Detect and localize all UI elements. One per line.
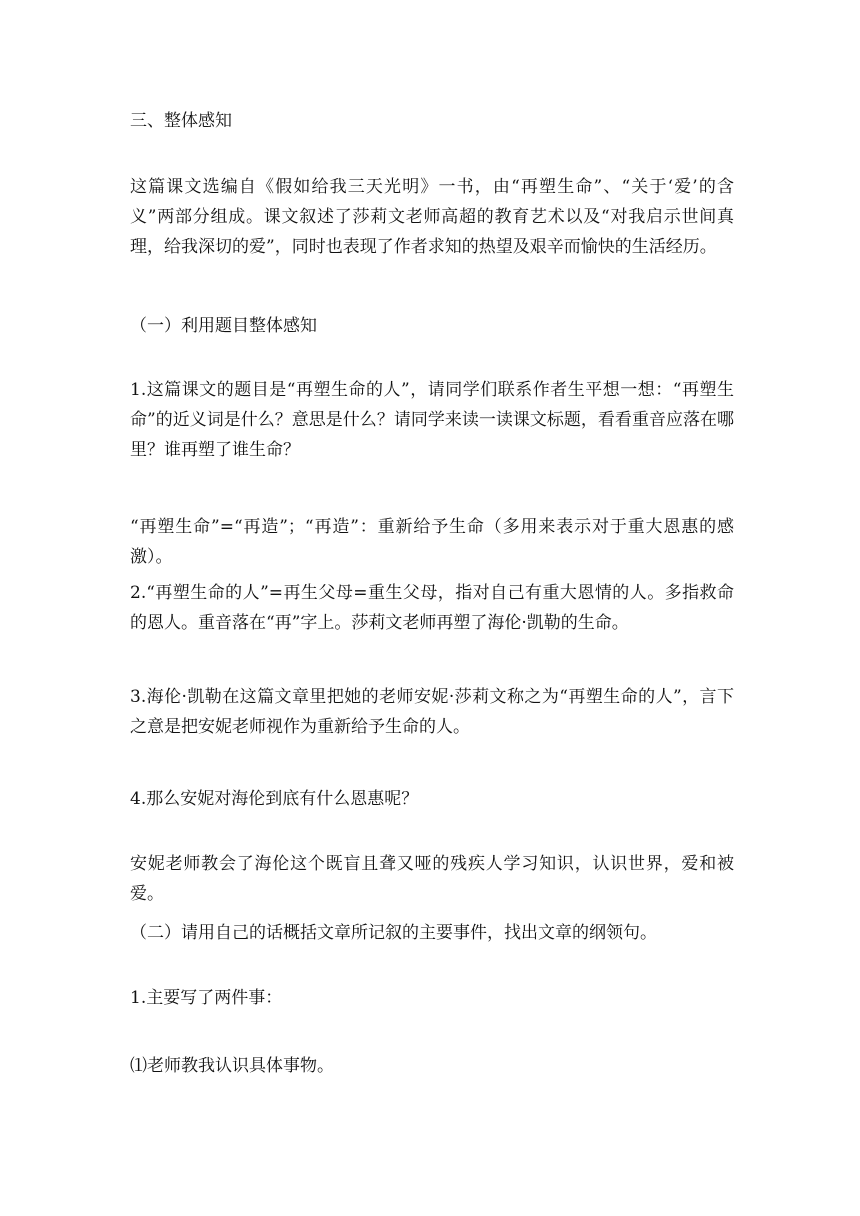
paragraph-event-1 <box>130 1051 734 1081</box>
subheading-main-events <box>130 918 734 948</box>
paragraph-text: （二）请用自己的话概括文章所记叙的主要事件，找出文章的纲领句。 <box>130 923 657 943</box>
section-heading <box>130 106 734 136</box>
section-heading-text: 三、整体感知 <box>130 111 232 131</box>
paragraph-answer <box>130 849 734 909</box>
paragraph-question-1 <box>130 375 734 465</box>
paragraph-point-4 <box>130 784 734 814</box>
paragraph-point-2 <box>130 578 734 638</box>
paragraph-point-3 <box>130 682 734 742</box>
subheading-title-perception <box>130 311 734 341</box>
paragraph-text: ⑴老师教我认识具体事物。 <box>130 1056 334 1076</box>
paragraph-text: 3.海伦·凯勒在这篇文章里把她的老师安妮·莎莉文称之为“再塑生命的人”，言下之意是把安妮老师视作为重新给予生命的人。 <box>130 687 734 737</box>
paragraph-definition <box>130 512 734 572</box>
paragraph-text: 这篇课文选编自《假如给我三天光明》一书，由“再塑生命”、“关于‘爱’的含义”两部分组成。课文叙述了莎莉文老师高超的教育艺术以及“对我启示世间真理，给我深切的爱”，同时也表现了作者求知的热望及艰辛而愉快的生活经历。 <box>130 177 734 257</box>
paragraph-text: 1.主要写了两件事： <box>130 988 283 1008</box>
paragraph-intro <box>130 172 734 262</box>
paragraph-text: 安妮老师教会了海伦这个既盲且聋又哑的残疾人学习知识，认识世界，爱和被爱。 <box>130 854 734 904</box>
paragraph-text: （一）利用题目整体感知 <box>130 316 317 336</box>
paragraph-two-events <box>130 983 734 1013</box>
paragraph-text: “再塑生命”=“再造”；“再造”：重新给予生命（多用来表示对于重大恩惠的感激）。 <box>130 517 734 567</box>
paragraph-text: 1.这篇课文的题目是“再塑生命的人”，请同学们联系作者生平想一想：“再塑生命”的近义词是什么？意思是什么？请同学来读一读课文标题，看看重音应落在哪里？谁再塑了谁生命？ <box>130 380 734 460</box>
paragraph-text: 4.那么安妮对海伦到底有什么恩惠呢？ <box>130 789 419 809</box>
paragraph-text: 2.“再塑生命的人”=再生父母=重生父母，指对自己有重大恩情的人。多指救命的恩人。重音落在“再”字上。莎莉文老师再塑了海伦·凯勒的生命。 <box>130 583 734 633</box>
